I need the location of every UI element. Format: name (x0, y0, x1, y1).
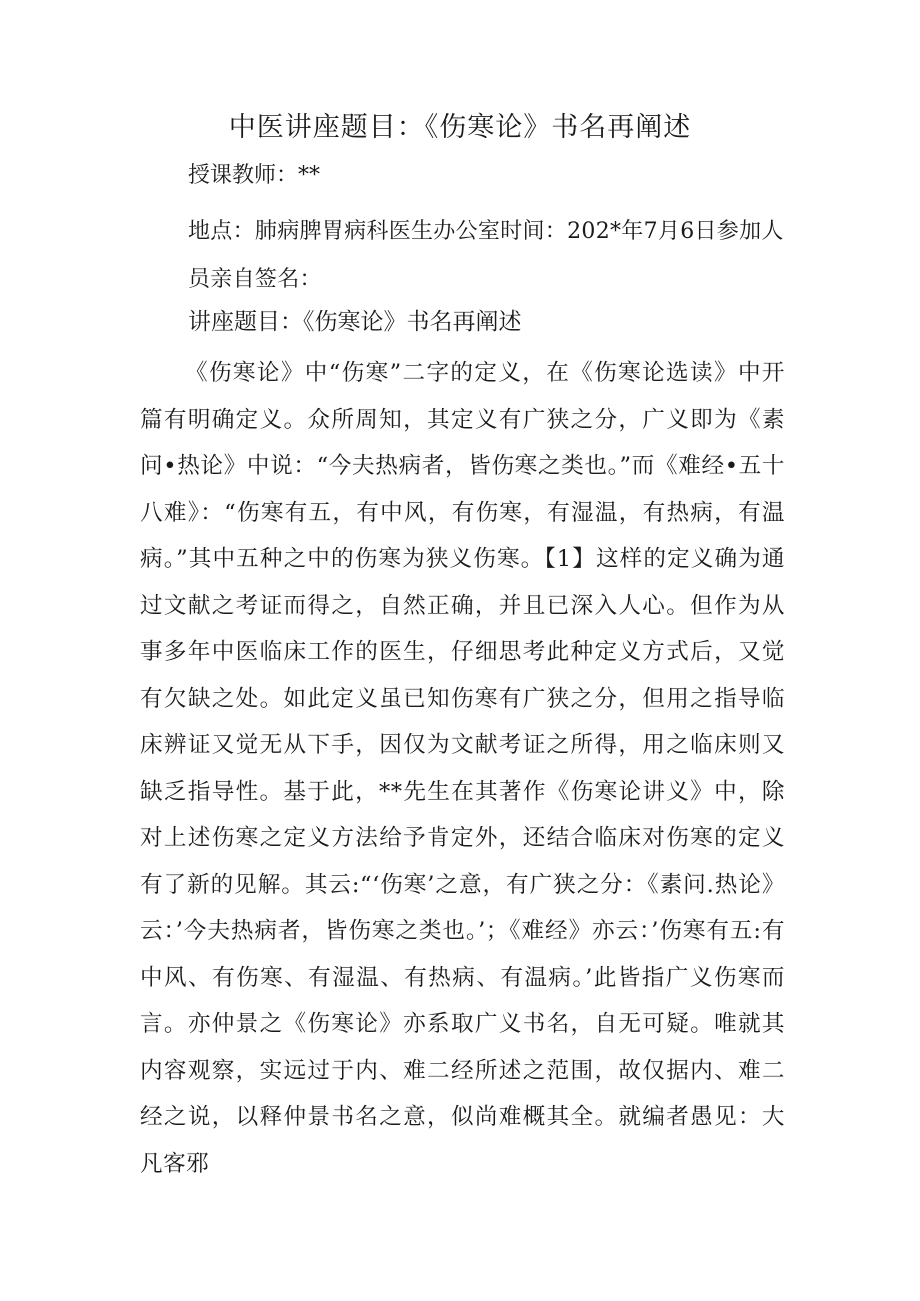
lecture-topic: 讲座题目：《伤寒论》书名再阐述 (188, 309, 522, 335)
body-paragraph: 《伤寒论》中“伤寒”二字的定义，在《伤寒论选读》中开篇有明确定义。众所周知，其定义有广狭之分，广义即为《素问•热论》中说：“今夫热病者，皆伤寒之类也。”而《难经•五十八难》：“伤寒有五，有中风，有伤寒，有湿温，有热病，有温病。”其中五种之中的伤寒为狭义伤寒。【1】这样的定义确为通过文献之考证而得之，自然正确，并且已深入人心。但作为从事多年中医临床工作的医生，仔细思考此种定义方式后，又觉有欠缺之处。如此定义虽已知伤寒有广狭之分，但用之指导临床辨证又觉无从下手，因仅为文献考证之所得，用之临床则又缺乏指导性。基于此，**先生在其著作《伤寒论讲义》中，除对上述伤寒之定义方法给予肯定外，还结合临床对伤寒的定义有了新的见解。其云:“‘伤寒’之意，有广狭之分：《素问.热论》云：’今夫热病者，皆伤寒之类也。’；《难经》亦云：’伤寒有五:有中风、有伤寒、有湿温、有热病、有温病。’此皆指广义伤寒而言。亦仲景之《伤寒论》亦系取广义书名，自无可疑。唯就其内容观察，实远过于内、难二经所述之范围，故仅据内、难二经之说，以释仲景书名之意，似尚难概其全。就编者愚见：大凡客邪 (140, 360, 785, 1177)
location-time-line: 地点：肺病脾胃病科医生办公室时间：202*年7月6日参加人员亲自签名： (188, 219, 784, 292)
teacher-line: 授课教师：** (188, 163, 321, 188)
document-title: 中医讲座题目：《伤寒论》书名再阐述 (228, 112, 692, 143)
